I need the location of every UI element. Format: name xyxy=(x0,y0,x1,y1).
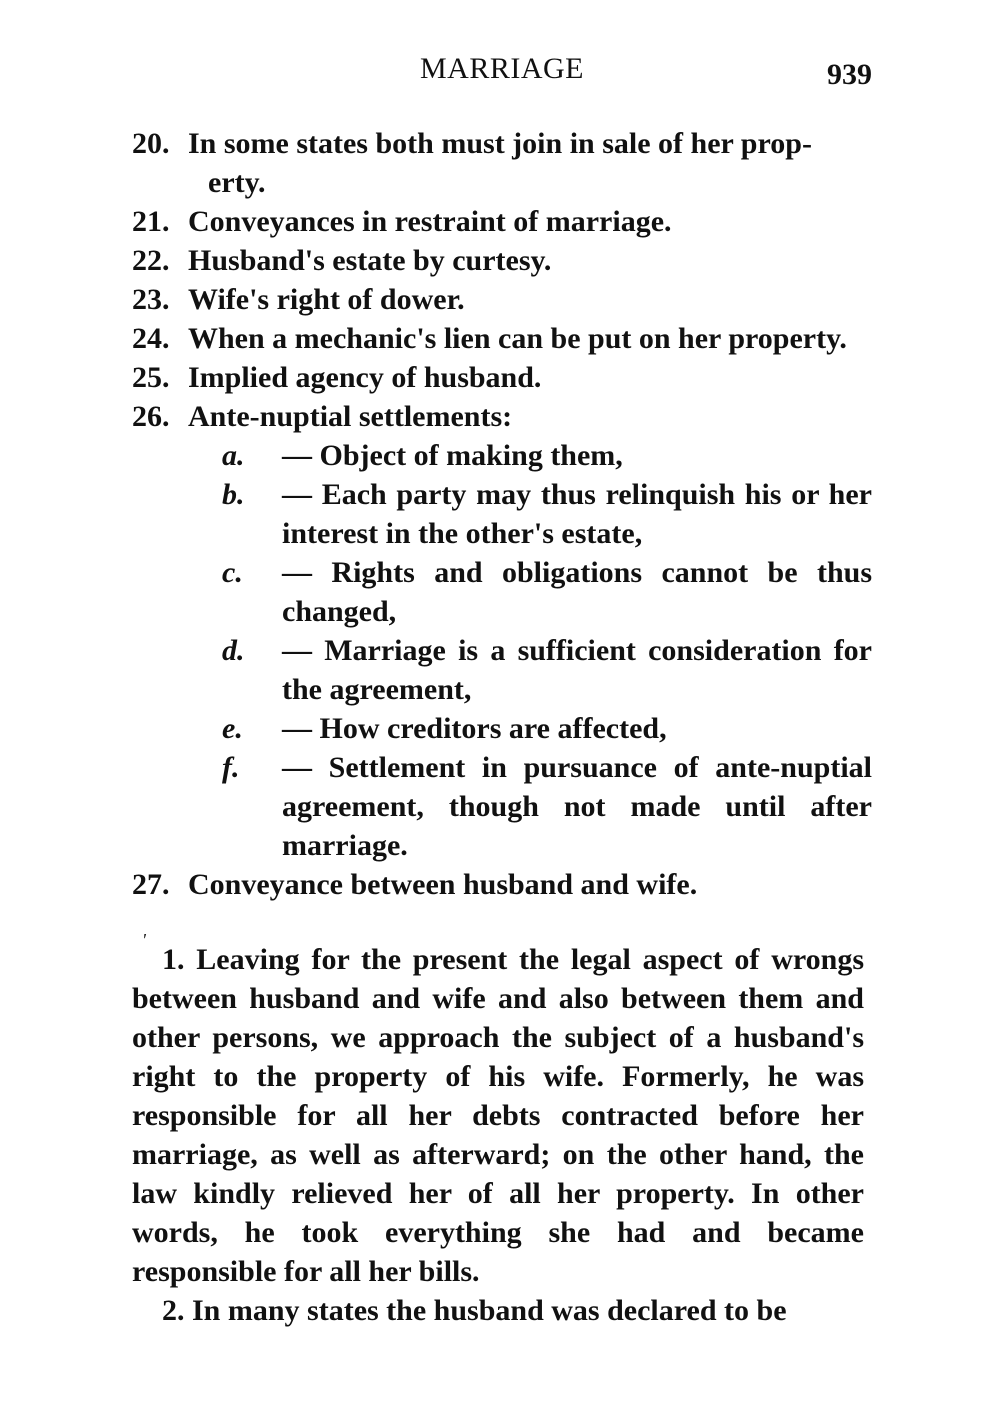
subitem-letter: f. xyxy=(222,751,240,784)
outline-item-text: Conveyance between husband and wife. xyxy=(188,868,698,901)
subitem-text: — Each party may thus relinquish his or her interest in the other's estate, xyxy=(282,478,872,550)
outline-item-number: 21. xyxy=(132,205,170,238)
outline-item-27 xyxy=(132,865,872,904)
outline-item-number: 22. xyxy=(132,244,170,277)
subitem-letter: d. xyxy=(222,634,245,667)
outline-subitem-d xyxy=(132,631,872,709)
outline-subitem-a xyxy=(132,436,872,475)
outline-item-text: Implied agency of husband. xyxy=(188,361,542,394)
outline-item-text: Husband's estate by curtesy. xyxy=(188,244,552,277)
page-header xyxy=(132,52,872,96)
outline-item-number: 24. xyxy=(132,322,170,355)
subitem-letter: b. xyxy=(222,478,245,511)
outline-item-number: 26. xyxy=(132,400,170,433)
outline-subitem-b xyxy=(132,475,872,553)
subitem-letter: e. xyxy=(222,712,243,745)
paragraph-2: 2. In many states the husband was declared to be xyxy=(162,1294,787,1327)
outline-item-20 xyxy=(132,124,872,202)
outline-item-26 xyxy=(132,397,872,436)
subitem-letter: c. xyxy=(222,556,243,589)
outline-item-text: In some states both must join in sale of her prop- xyxy=(188,127,812,160)
outline-item-23 xyxy=(132,280,872,319)
outline-item-number: 27. xyxy=(132,868,170,901)
subitem-text: — Settlement in pursuance of ante-nuptial agreement, though not made until after marriage. xyxy=(282,751,872,862)
subitem-letter: a. xyxy=(222,439,245,472)
outline-item-number: 25. xyxy=(132,361,170,394)
stray-tick-mark: ' xyxy=(142,930,146,950)
outline-item-24 xyxy=(132,319,872,358)
outline-item-text: Ante-nuptial settlements: xyxy=(188,400,513,433)
outline-item-text: Conveyances in restraint of marriage. xyxy=(188,205,672,238)
subitem-text: — Marriage is a sufficient consideration for the agreement, xyxy=(282,634,872,706)
outline-item-text: When a mechanic's lien can be put on her property. xyxy=(188,322,847,355)
outline-subitem-c xyxy=(132,553,872,631)
outline-item-number: 20. xyxy=(132,127,170,160)
subitem-text: — Object of making them, xyxy=(282,439,623,472)
chapter-outline xyxy=(132,124,872,904)
outline-item-continuation: erty. xyxy=(208,166,266,199)
outline-item-25 xyxy=(132,358,872,397)
outline-subitem-f xyxy=(132,748,872,865)
running-title: MARRIAGE xyxy=(419,52,584,85)
outline-item-21 xyxy=(132,202,872,241)
paragraph-1: 1. Leaving for the present the legal aspect of wrongs between husband and wife and also between them and other persons, we approach the subject of a husband's right to the property of his wife. Formerly, he was responsible for all her debts contracted before her marriage, as well as afterward; on the other hand, the law kindly relieved her of all her property. In other words, he took everything she had and became responsible for all her bills. xyxy=(132,943,864,1288)
body-text xyxy=(132,940,864,1330)
subitem-text: — How creditors are affected, xyxy=(282,712,667,745)
page-number: 939 xyxy=(827,58,872,91)
outline-item-22 xyxy=(132,241,872,280)
subitem-text: — Rights and obligations cannot be thus changed, xyxy=(282,556,872,628)
outline-item-text: Wife's right of dower. xyxy=(188,283,465,316)
outline-item-number: 23. xyxy=(132,283,170,316)
outline-subitem-e xyxy=(132,709,872,748)
